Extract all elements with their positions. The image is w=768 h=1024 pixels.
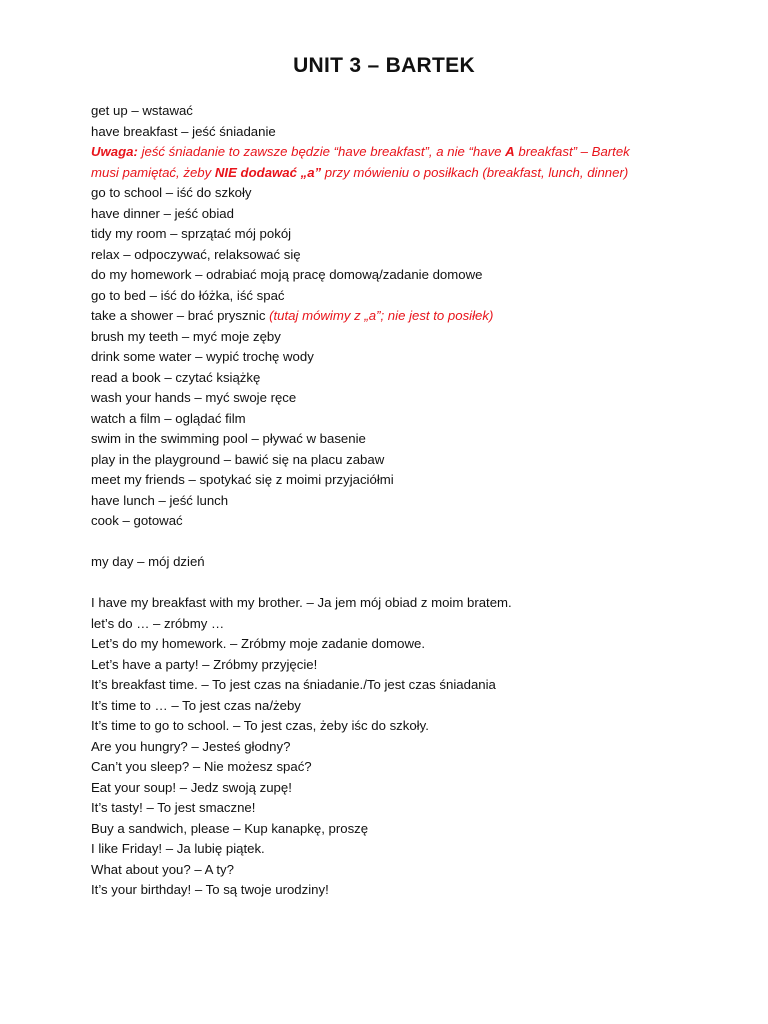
vocab-line: relax – odpoczywać, relaksować się xyxy=(91,246,301,262)
phrase-line: let’s do … – zróbmy … xyxy=(91,615,225,631)
note-label: Uwaga: xyxy=(91,144,138,159)
vocab-line: get up – wstawać xyxy=(91,103,193,118)
spacer xyxy=(91,573,691,594)
vocab-line: go to school – iść do szkoły xyxy=(91,185,252,200)
phrase-line: Let’s do my homework. – Zróbmy moje zadanie domowe. xyxy=(91,636,425,651)
phrase-line: What about you? – A ty? xyxy=(91,861,234,877)
phrase-line: I like Friday! – Ja lubię piątek. xyxy=(91,841,265,856)
phrase-line: It’s time to … – To jest czas na/żeby xyxy=(91,697,301,713)
phrase-line: It’s tasty! – To jest smaczne! xyxy=(91,800,256,815)
vocab-line: watch a film – oglądać film xyxy=(91,410,246,426)
my-day-line: my day – mój dzień xyxy=(91,554,205,569)
vocab-line: do my homework – odrabiać moją pracę domową/zadanie domowe xyxy=(91,267,483,282)
phrase-line: Let’s have a party! – Zróbmy przyjęcie! xyxy=(91,656,318,672)
phrase-line: I have my breakfast with my brother. – Ja jem mój obiad z moim bratem. xyxy=(91,595,512,610)
phrase-line: Buy a sandwich, please – Kup kanapkę, proszę xyxy=(91,820,369,836)
phrase-line: It’s time to go to school. – To jest czas, żeby iśc do szkoły. xyxy=(91,718,429,733)
vocab-text: take a shower – brać prysznic xyxy=(91,308,270,323)
vocab-line: brush my teeth – myć moje zęby xyxy=(91,328,281,344)
phrase-line: Are you hungry? – Jesteś głodny? xyxy=(91,738,291,754)
vocab-line: have dinner – jeść obiad xyxy=(91,205,234,221)
note-emphasis: NIE dodawać „a” xyxy=(214,164,322,180)
note-text: musi pamiętać, żeby xyxy=(91,164,215,180)
vocab-line: read a book – czytać książkę xyxy=(91,369,261,385)
note-text: przy mówieniu o posiłkach (breakfast, lunch, dinner) xyxy=(321,164,629,180)
vocab-line: cook – gotować xyxy=(91,513,183,528)
phrase-line: It’s your birthday! – To są twoje urodziny! xyxy=(91,882,329,897)
note-text: jeść śniadanie to zawsze będzie “have breakfast”, a nie “have xyxy=(137,144,506,159)
note-line-2 xyxy=(91,163,691,184)
note-emphasis: A xyxy=(505,144,515,159)
phrase-line: Can’t you sleep? – Nie możesz spać? xyxy=(91,759,312,774)
vocab-line: tidy my room – sprzątać mój pokój xyxy=(91,226,292,241)
vocab-line: have lunch – jeść lunch xyxy=(91,492,229,508)
vocab-line: wash your hands – myć swoje ręce xyxy=(91,390,297,405)
shower-note: (tutaj mówimy z „a”; nie jest to posiłek) xyxy=(269,308,494,323)
spacer xyxy=(91,532,691,553)
vocab-line: swim in the swimming pool – pływać w basenie xyxy=(91,431,366,446)
vocab-line: meet my friends – spotykać się z moimi przyjaciółmi xyxy=(91,472,394,487)
phrase-line: Eat your soup! – Jedz swoją zupę! xyxy=(91,779,292,795)
vocab-line: go to bed – iść do łóżka, iść spać xyxy=(91,287,285,303)
note-text: breakfast” – Bartek xyxy=(514,144,630,159)
vocab-line-shower xyxy=(91,306,691,327)
note-line-1 xyxy=(91,142,691,163)
vocab-line: play in the playground – bawić się na placu zabaw xyxy=(91,451,385,467)
page-title: UNIT 3 – BARTEK xyxy=(293,54,475,77)
vocab-line: drink some water – wypić trochę wody xyxy=(91,349,314,364)
vocab-line: have breakfast – jeść śniadanie xyxy=(91,123,276,139)
phrase-line: It’s breakfast time. – To jest czas na śniadanie./To jest czas śniadania xyxy=(91,677,496,692)
document-body xyxy=(91,101,691,901)
